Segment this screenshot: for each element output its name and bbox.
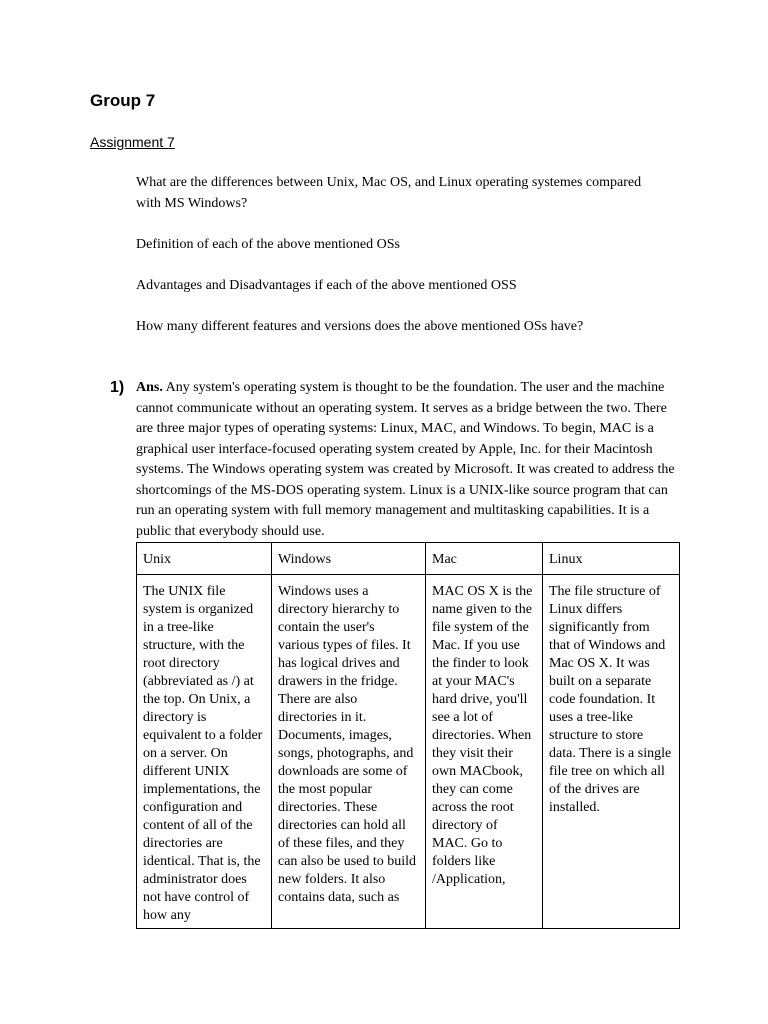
cell-unix (137, 575, 272, 929)
table-row (137, 575, 680, 929)
question-4: How many different features and versions does the above mentioned OSs have? (136, 319, 584, 334)
cell-linux-text: The file structure of Linux differs significantly from that of Windows and Mac OS X. It was built on a separate code foundation. It uses a tree-like structure to store data. There is a single file tree on which all of the drives are installed. (549, 584, 672, 815)
cell-windows (272, 575, 426, 929)
question-2: Definition of each of the above mentioned OSs (136, 237, 400, 252)
question-1: What are the differences between Unix, Mac OS, and Linux operating systemes compared with MS Windows? (136, 175, 642, 211)
assignment-label: Assignment 7 (90, 134, 175, 150)
header-windows: Windows (272, 543, 426, 575)
answer-number: 1) (110, 379, 125, 396)
cell-mac-text: MAC OS X is the name given to the file system of the Mac. If you use the finder to look at your MAC's hard drive, you'll see a lot of directories. When they visit their own MACbook, they can come across the root directory of MAC. Go to folders like /Application, (432, 584, 533, 887)
header-mac: Mac (426, 543, 543, 575)
cell-unix-text: The UNIX file system is organized in a tree-like structure, with the root directory (abbreviated as /) at the top. On Unix, a directory is equivalent to a folder on a server. On different UNIX implementations, the configuration and content of all of the directories are identical. That is, the administrator does not have control of how any (143, 584, 263, 923)
answer-label: Ans. (136, 380, 163, 395)
question-3: Advantages and Disadvantages if each of the above mentioned OSS (136, 278, 517, 293)
answer-paragraph (136, 378, 676, 542)
header-unix: Unix (137, 543, 272, 575)
answer-text: Any system's operating system is thought to be the foundation. The user and the machine cannot communicate without an operating system. It serves as a bridge between the two. There are three major types of operating systems: Linux, MAC, and Windows. To begin, MAC is a graphical user interface-focused operating system created by Apple, Inc. for their Macintosh systems. The Windows operating system was created by Microsoft. It was created to address the shortcomings of the MS-DOS operating system. Linux is a UNIX-like source program that can run an operating system with full memory management and multitasking capabilities. It is a public that everybody should use. (136, 380, 675, 539)
os-comparison-table (136, 542, 680, 929)
cell-windows-text: Windows uses a directory hierarchy to contain the user's various types of files. It has logical drives and drawers in the fridge. There are also directories in it. Documents, images, songs, photographs, and downloads are some of the most popular directories. These directories can hold all of these files, and they can also be used to build new folders. It also contains data, such as (278, 584, 417, 905)
cell-mac (426, 575, 543, 929)
document-heading: Group 7 (90, 91, 156, 110)
header-linux: Linux (543, 543, 680, 575)
cell-linux (543, 575, 680, 929)
table-header-row (137, 543, 680, 575)
